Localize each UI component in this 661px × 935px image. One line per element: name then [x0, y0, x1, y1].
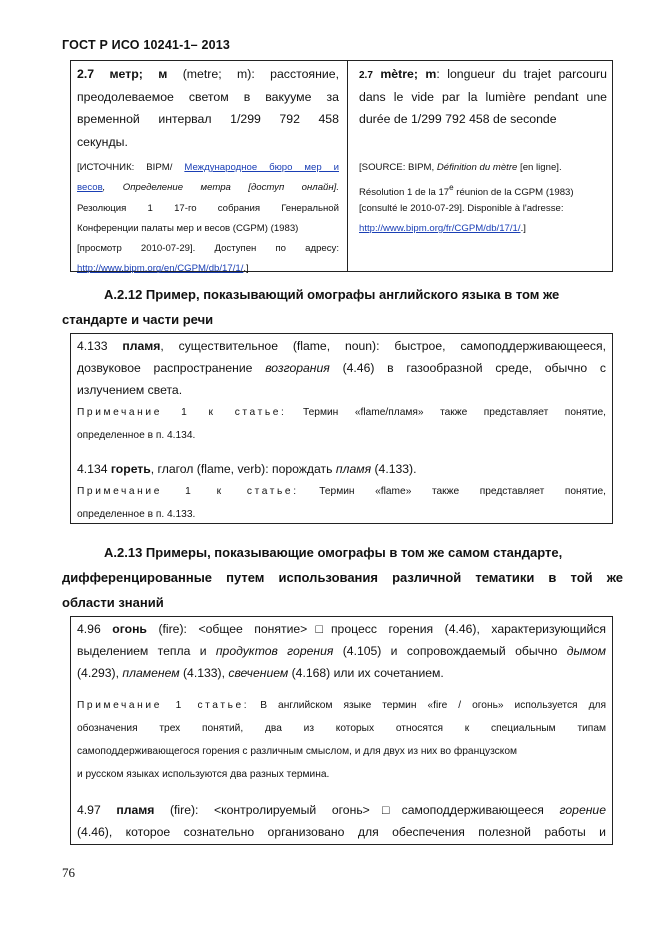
- term-line: 2.7 метр; м (metre; m): расстояние,: [77, 67, 340, 81]
- bipm-link[interactable]: Международное бюро мер и: [184, 162, 339, 173]
- section-a213-heading-cont2: области знаний: [62, 595, 164, 610]
- source-line: весов, Определение метра [доступ онлайн].: [77, 182, 339, 194]
- document-header: ГОСТ Р ИСО 10241-1– 2013: [62, 38, 231, 52]
- section-a212-heading-cont: стандарте и части речи: [62, 312, 214, 327]
- source-line: [ИСТОЧНИК: BIPM/ Международное бюро мер и: [77, 162, 339, 173]
- term: пламя: [122, 339, 161, 353]
- note-line: и русском языках используются два разных термина.: [77, 769, 330, 780]
- note-line: определенное в п. 4.133.: [77, 509, 196, 520]
- entry-line: дозвуковое распространение возгорания (4.46) в газообразной среде, обычно с: [77, 361, 606, 375]
- example-box-a213: [70, 616, 613, 845]
- entry-line: 4.96 огонь (fire): <общее понятие>□процесс горения (4.46), характеризующийся: [77, 622, 607, 636]
- column-divider: [347, 61, 348, 271]
- source-line: http://www.bipm.org/fr/CGPM/db/17/1/.]: [359, 222, 526, 234]
- bipm-url-en[interactable]: http://www.bipm.org/en/CGPM/db/17/1/: [77, 263, 244, 275]
- section-a212-heading: А.2.12 Пример, показывающий омографы английского языка в том же: [104, 287, 560, 302]
- entry-line: 4.134 гореть, глагол (flame, verb): порождать пламя (4.133).: [77, 462, 417, 476]
- definition-line: durée de 1/299 792 458 de seconde: [359, 112, 557, 126]
- russian-column: [77, 63, 339, 280]
- entry-line: (4.46), которое сознательно организовано для обеспечения полезной работы и: [77, 825, 606, 839]
- definition-line: временной интервал 1/299 792 458: [77, 112, 339, 126]
- bipm-url-fr[interactable]: http://www.bipm.org/fr/CGPM/db/17/1/: [359, 222, 521, 234]
- note-line: обозначения трех понятий, два из которых относятся к специальным типам: [77, 723, 606, 734]
- note-line: Примечание 1 к статье: Термин «flame/пламя» также представляет понятие,: [77, 407, 606, 418]
- entry-line: излучением света.: [77, 383, 183, 397]
- entry-line: 4.97 пламя (fire): <контролируемый огонь>□самоподдерживающееся горение: [77, 803, 606, 817]
- bilingual-term-table: [70, 60, 613, 275]
- entry-line: (4.293), пламенем (4.133), свечением (4.168) или их сочетанием.: [77, 666, 444, 680]
- entry-line: 4.133 пламя, существительное (flame, noun): быстрое, самоподдерживающееся,: [77, 339, 607, 353]
- source-line: [просмотр 2010-07-29]. Доступен по адресу:: [77, 243, 339, 255]
- term-line: 2.7 mètre; m: longueur du trajet parcouru: [359, 67, 607, 81]
- example-box-a212: [70, 333, 613, 524]
- bipm-link-cont[interactable]: весов: [77, 182, 103, 194]
- source-line: Резолюция 1 17-го собрания Генеральной: [77, 202, 339, 214]
- french-column: [359, 63, 607, 239]
- definition-line: секунды.: [77, 134, 128, 149]
- source-line: [consulté le 2010-07-29]. Disponible à l'adresse:: [359, 202, 564, 214]
- entry-line: выделением тепла и продуктов горения (4.105) и сопровождаемый обычно дымом: [77, 644, 606, 658]
- section-a213-heading: А.2.13 Примеры, показывающие омографы в том же самом стандарте,: [104, 545, 563, 560]
- definition-line: преодолеваемое светом в вакууме за: [77, 89, 339, 104]
- source-line: Résolution 1 de la 17e réunion de la CGPM (1983): [359, 183, 574, 199]
- note-line: Примечание 1 статье: В английском языке термин «fire / огонь» используется для: [77, 700, 606, 711]
- term: огонь: [112, 622, 147, 636]
- source-line: Конференции палаты мер и весов (CGPM) (1983): [77, 222, 299, 234]
- section-a213-heading-cont: дифференцированные путем использования различной тематики в той же: [62, 570, 623, 585]
- source-line: [SOURCE: BIPM, Définition du mètre [en ligne].: [359, 162, 562, 173]
- spacer-line: [359, 131, 607, 154]
- note-line: определенное в п. 4.134.: [77, 430, 196, 441]
- definition-line: dans le vide par la lumière pendant une: [359, 89, 607, 104]
- source-line: http://www.bipm.org/en/CGPM/db/17/1/.]: [77, 263, 249, 275]
- term: гореть: [110, 462, 151, 476]
- note-line: Примечание 1 к статье: Термин «flame» также представляет понятие,: [77, 486, 607, 497]
- note-line: самоподдерживающегося горения с различным смыслом, и для двух из них во французском: [77, 746, 518, 757]
- term: пламя: [116, 803, 155, 817]
- page-number: 76: [62, 865, 75, 880]
